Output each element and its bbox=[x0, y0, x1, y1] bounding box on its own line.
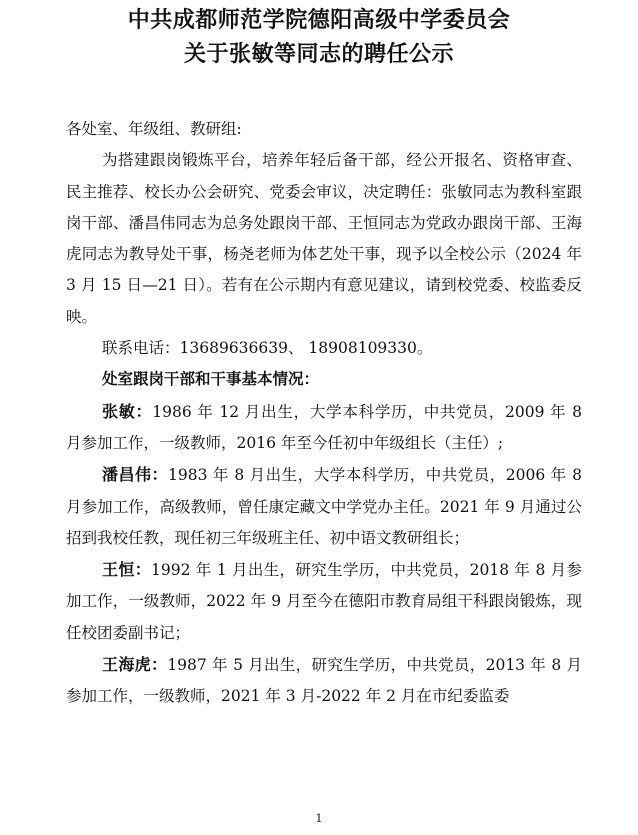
document-title-line-2: 关于张敏等同志的聘任公示 bbox=[183, 42, 454, 67]
profile-name: 王海虎： bbox=[102, 655, 168, 675]
contact-phone-line: 联系电话：13689636639、 18908109330。 bbox=[102, 339, 433, 358]
profile-name: 潘昌伟： bbox=[102, 465, 169, 485]
profile-text: 1983 年 8 月出生，大学本科学历，中共党员，2006 年 8 月参加工作，高级教师，曾任康定藏文中学党办主任。2021 年 9 月通过公招到我校任教，现任初三年级班主任、初中语文教研组长； bbox=[66, 466, 582, 547]
announcement-paragraph: 为搭建跟岗锻炼平台，培养年轻后备干部，经公开报名、资格审查、民主推荐、校长办公会研究、党委会审议，决定聘任：张敏同志为教科室跟岗干部、潘昌伟同志为总务处跟岗干部、王恒同志为党政办跟岗干部、王海虎同志为教导处干事，杨尧老师为体艺处干事，现予以全校公示（2024 年 3 月 15 日—21 日）。若有在公示期内有意见建议，请到校党委、校监委反映。 bbox=[66, 151, 582, 326]
profile-name: 王恒： bbox=[102, 560, 152, 580]
profile-paragraph bbox=[66, 396, 582, 460]
profile-paragraph bbox=[66, 554, 582, 649]
profile-text: 1986 年 12 月出生，大学本科学历，中共党员，2009 年 8 月参加工作，一级教师，2016 年至今任初中年级组长（主任）; bbox=[66, 402, 582, 452]
document-body bbox=[66, 114, 582, 713]
profile-name: 张敏： bbox=[102, 401, 153, 421]
section-heading: 处室跟岗干部和干事基本情况： bbox=[102, 370, 320, 389]
profile-paragraph bbox=[66, 649, 582, 713]
profile-text: 1992 年 1 月出生，研究生学历，中共党员，2018 年 8 月参加工作，一级教师，2022 年 9 月至今在德阳市教育局组干科跟岗锻炼，现任校团委副书记； bbox=[66, 561, 582, 642]
profile-text: 1987 年 5 月出生，研究生学历，中共党员，2013 年 8 月参加工作，一级教师，2021 年 3 月-2022 年 2 月在市纪委监委 bbox=[66, 656, 582, 706]
page-number: 1 bbox=[315, 812, 323, 825]
document-title-line-1: 中共成都师范学院德阳高级中学委员会 bbox=[127, 8, 511, 33]
greeting-line: 各处室、年级组、教研组: bbox=[66, 120, 242, 138]
profile-paragraph bbox=[66, 459, 582, 554]
